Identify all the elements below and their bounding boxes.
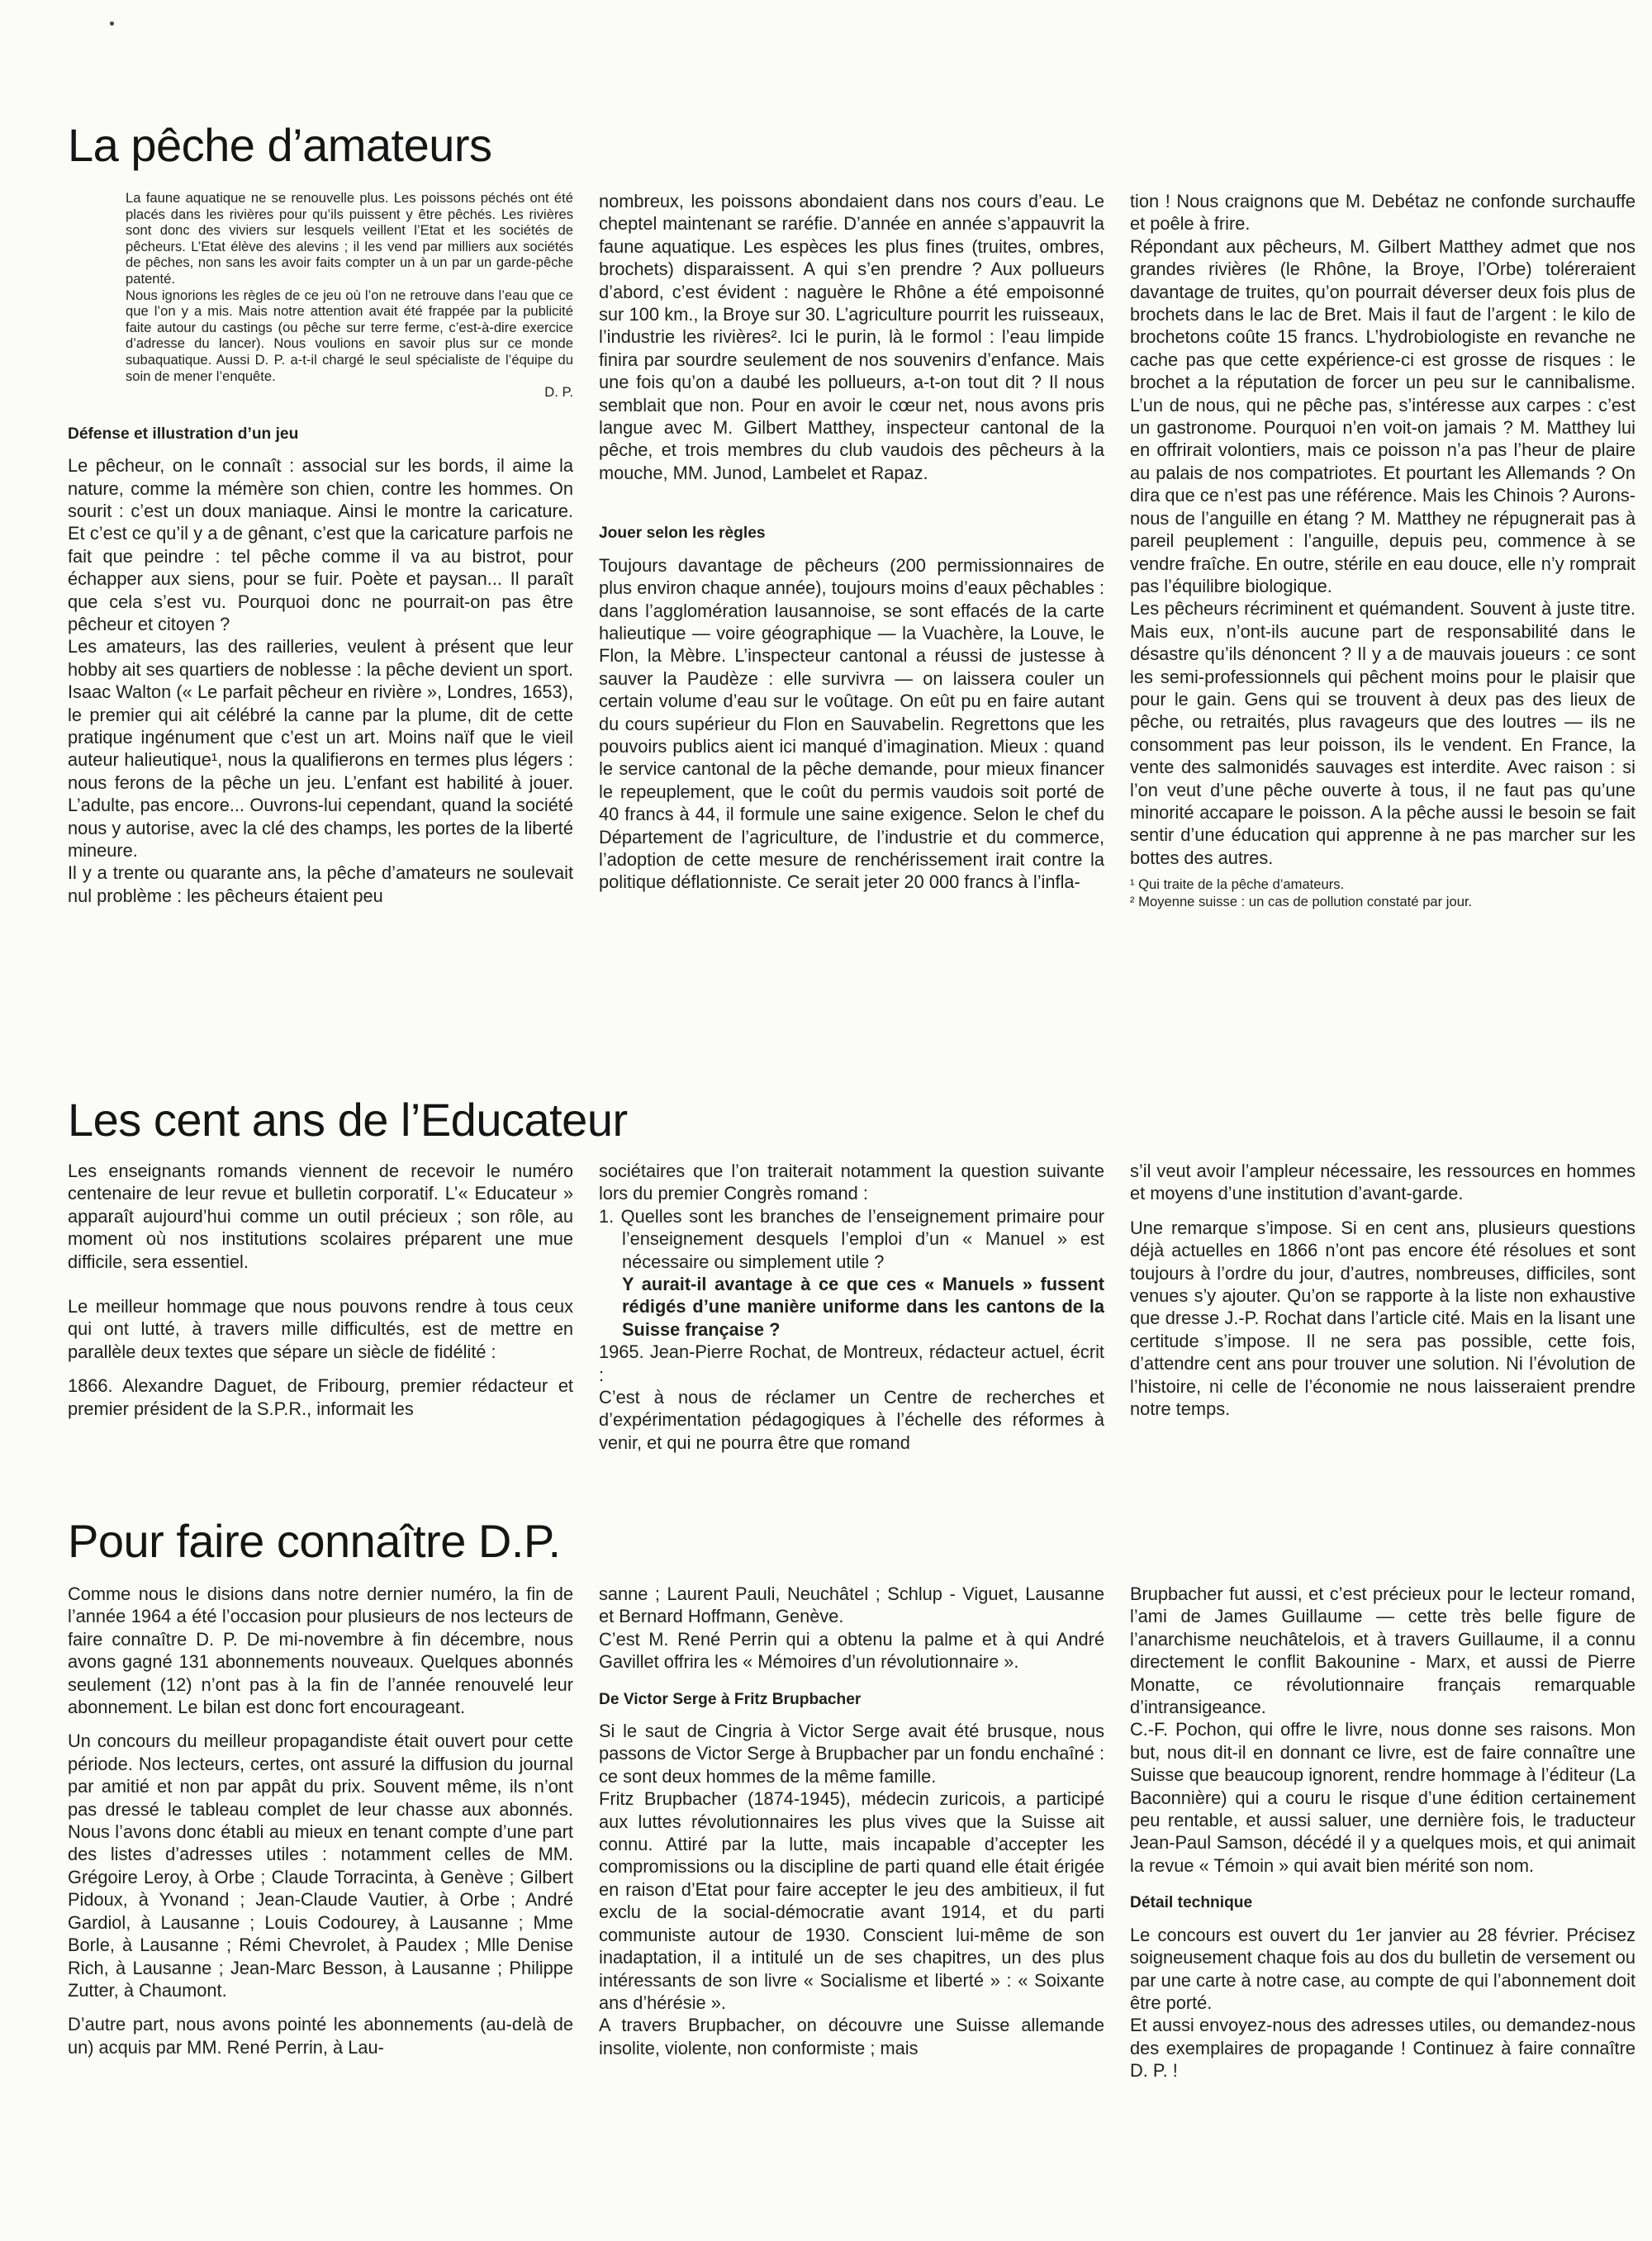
- body-paragraph: C’est M. René Perrin qui a obtenu la palme et à qui André Gavillet offrira les « Mémoires d’un révolutionnaire ».: [599, 1628, 1104, 1673]
- article-title-faire-connaitre: Pour faire connaître D.P.: [68, 1515, 561, 1567]
- body-paragraph: Les enseignants romands viennent de recevoir le numéro centenaire de leur revue et bulletin corporatif. L’« Educateur » apparaît aujourd’hui comme un outil précieux ; son rôle, au moment où nos institutions scolaires préparent une mue difficile, sera essentiel.: [68, 1161, 573, 1272]
- article-educateur-column-3: [1130, 1160, 1635, 1490]
- intro-paragraph: La faune aquatique ne se renouvelle plus. Les poissons péchés ont été placés dans les rivières pour qu’ils puissent y être pêchés. Les rivières sont donc des viviers sur lesquels veillent l’Etat et les sociétés de pêcheurs. L’Etat élève des alevins ; il les vend par milliers aux sociétés de pêches, non sans les avoir faits compter un à un par un garde-pêche patenté.: [126, 190, 573, 287]
- body-paragraph: Comme nous le disions dans notre dernier numéro, la fin de l’année 1964 a été l’occasion pour plusieurs de nos lecteurs de faire connaître D. P. De mi-novembre à fin décembre, nous avons gagné 131 abonnements nouveaux. Quelques abonnés seulement (12) n’ont pas à la fin de l’année renouvelé leur abonnement. Le bilan est donc fort encourageant.: [68, 1583, 573, 1718]
- body-paragraph: Brupbacher fut aussi, et c’est précieux pour le lecteur romand, l’ami de James Guillaume — cette très belle figure de l’anarchisme neuchâtelois, et à travers Guillaume, il a connu directement le conflit Bakounine - Marx, et aussi de Pierre Monatte, ce révolutionnaire français remarquable d’intransigeance.: [1130, 1583, 1635, 1718]
- body-paragraph: s’il veut avoir l’ampleur nécessaire, les ressources en hommes et moyens d’une institution d’avant-garde.: [1130, 1161, 1635, 1204]
- article-title-peche: La pêche d’amateurs: [68, 119, 492, 171]
- body-paragraph: Une remarque s’impose. Si en cent ans, plusieurs questions déjà actuelles en 1866 n’ont pas encore été résolues et sont toujours à l’ordre du jour, d’autres, nombreuses, difficiles, sont venues s’y ajouter. Qu’on se rapporte à la liste non exhaustive que dresse J.-P. Rochat dans l’article cité. Mais en la lisant une certitude s’impose. Il ne sera pas possible, cette fois, d’attendre cent ans pour trouver une solution. Ni l’évolution de l’histoire, ni celle de l’économie ne nous laisseraient prendre notre temps.: [1130, 1217, 1635, 1420]
- body-paragraph: 1965. Jean-Pierre Rochat, de Montreux, rédacteur actuel, écrit :: [599, 1341, 1104, 1385]
- article-dp-column-3: [1130, 1583, 1635, 2227]
- article-peche-column-2: [599, 190, 1104, 1041]
- article-peche-column-3: [1130, 190, 1635, 1041]
- body-paragraph: Le meilleur hommage que nous pouvons rendre à tous ceux qui ont lutté, à travers mille difficultés, est de mettre en parallèle deux textes que sépare un siècle de fidélité :: [68, 1296, 573, 1362]
- body-paragraph: Toujours davantage de pêcheurs (200 permissionnaires de plus environ chaque année), toujours moins d’eaux pêchables : dans l’agglomération lausannoise, se sont effacés de la carte halieutique — voire géographique — la Vuachère, la Louve, le Flon, la Mèbre. L’inspecteur cantonal a réussi de justesse à sauver la Paudèze : elle survivra — on laissera couler un certain volume d’eau sur le voûtage. On eût pu en faire autant du cours supérieur du Flon en Sauvabelin. Regrettons que les pouvoirs publics aient ici manqué d’imagination. Mieux : quand le service cantonal de la pêche demande, pour mieux financer le repeuplement, que le coût du permis vaudois soit porté de 40 francs à 44, il formule une saine exigence. Selon le chef du Département de l’agriculture, de l’industrie et du commerce, l’adoption de cette mesure de renchérissement irait contre la politique déflationniste. Ce serait jeter 20 000 francs à l’infla-: [599, 554, 1104, 893]
- print-speck: [110, 21, 114, 26]
- body-paragraph: C.-F. Pochon, qui offre le livre, nous donne ses raisons. Mon but, nous dit-il en donnant ce livre, est de faire connaître une Suisse que beaucoup ignorent, rendre hommage à l’éditeur (La Baconnière) qui a couru le risque d’une édition certainement peu rentable, et aussi saluer, une dernière fois, le traducteur Jean-Paul Samson, décédé il y a quelques mois, et qui animait la revue « Témoin » qui avait bien mérité son nom.: [1130, 1719, 1635, 1876]
- intro-signature: D. P.: [544, 384, 573, 401]
- intro-paragraph: Nous ignorions les règles de ce jeu où l’on ne retrouve dans l’eau que ce que l’on y a mis. Mais notre attention avait été frappée par la publicité faite autour du castings (ou pêche sur terre ferme, c’est-à-dire exercice d’adresse du lancer). Nous voulions en savoir plus sur ce monde subaquatique. Aussi D. P. a-t-il chargé le seul spécialiste de l’équipe du soin de mener l’enquête.: [126, 287, 573, 384]
- body-paragraph: sanne ; Laurent Pauli, Neuchâtel ; Schlup - Viguet, Lausanne et Bernard Hoffmann, Genève.: [599, 1583, 1104, 1627]
- article-dp-column-2: [599, 1583, 1104, 2227]
- body-paragraph: Le pêcheur, on le connaît : associal sur les bords, il aime la nature, comme la mémère son chien, contre les hommes. On sourit : c’est un doux maniaque. Ainsi le montre la caricature. Et c’est ce qu’il y a de gênant, c’est que la caricature parfois ne fait que peindre : tel pêche comme il va au bistrot, pour échapper aux siens, pour se fuir. Poète et paysan... Il paraît que cela s’est vu. Pourquoi donc ne pourrait-on pas être pêcheur et citoyen ?: [68, 455, 573, 634]
- section-heading: Défense et illustration d’un jeu: [68, 425, 299, 443]
- body-paragraph: 1866. Alexandre Daguet, de Fribourg, premier rédacteur et premier président de la S.P.R., informait les: [68, 1375, 573, 1419]
- body-paragraph: Il y a trente ou quarante ans, la pêche d’amateurs ne soulevait nul problème : les pêcheurs étaient peu: [68, 862, 573, 906]
- body-paragraph: Les pêcheurs récriminent et quémandent. Souvent à juste titre. Mais eux, n’ont-ils aucune part de responsabilité dans le désastre qu’ils dénoncent ? Il y a de mauvais joueurs : ce sont les semi-professionnels qui pêchent moins pour le plaisir que pour le gain. Gens qui se trouvent à deux pas des lieux de pêche, ou retraités, plus ravageurs que des loutres — ils ne consomment pas leur poisson, ils le vendent. En France, la vente des salmonidés sauvages est interdite. Avec raison : si l’on veut d’une pêche ouverte à tous, il ne faut pas qu’une minorité accapare le poisson. A la pêche aussi le besoin se fait sentir d’une éducation qui apprenne à ne pas marcher sur les bottes des autres.: [1130, 598, 1635, 868]
- article-dp-column-1: [68, 1583, 573, 2227]
- section-heading: De Victor Serge à Fritz Brupbacher: [599, 1690, 862, 1708]
- body-paragraph: Si le saut de Cingria à Victor Serge avait été brusque, nous passons de Victor Serge à Brupbacher par un fondu enchaîné : ce sont deux hommes de la même famille.: [599, 1721, 1104, 1787]
- article-educateur-column-2: [599, 1160, 1104, 1490]
- quoted-question: 1. Quelles sont les branches de l’enseignement primaire pour l’enseignement desquels l’emploi d’un « Manuel » est nécessaire ou simplement utile ?: [599, 1205, 1104, 1272]
- article-peche-column-1: [68, 190, 573, 1041]
- footnote: ² Moyenne suisse : un cas de pollution constaté par jour.: [1130, 894, 1473, 910]
- section-heading: Détail technique: [1130, 1894, 1253, 1912]
- body-paragraph: C’est à nous de réclamer un Centre de recherches et d’expérimentation pédagogiques à l’échelle des réformes à venir, et qui ne pourra être que romand: [599, 1387, 1104, 1453]
- section-heading: Jouer selon les règles: [599, 525, 766, 543]
- body-paragraph: Les amateurs, las des railleries, veulent à présent que leur hobby ait ses quartiers de noblesse : la pêche devient un sport. Isaac Walton (« Le parfait pêcheur en rivière », Londres, 1653), le premier qui ait célébré la canne par la plume, dit de cette pratique ingénument que c’est un art. Moins naïf que le vieil auteur halieutique¹, nous la qualifierons en termes plus légers : nous ferons de la pêche un jeu. L’enfant est habilité à jouer. L’adulte, pas encore... Ouvrons-lui cependant, quand la société nous y autorise, avec la clé des champs, les portes de la liberté mineure.: [68, 636, 573, 862]
- body-paragraph: Fritz Brupbacher (1874-1945), médecin zuricois, a participé aux luttes révolutionnaires les plus vives que la Suisse ait connu. Attiré par la lutte, mais incapable d’accepter les compromissions ou la discipline de parti quand elle était érigée en raison d’Etat pour faire accepter le jeu des ambitieux, il fut exclu de la social-démocratie avant 1914, et du parti communiste autour de 1930. Conscient lui-même de son inadaptation, il a intitulé un de ses chapitres, un des plus intéressants de son livre « Socialisme et liberté » : « Soixante ans d’hérésie ».: [599, 1788, 1104, 2013]
- body-paragraph: D’autre part, nous avons pointé les abonnements (au-delà de un) acquis par MM. René Perrin, à Lau-: [68, 2014, 573, 2058]
- body-paragraph: Le concours est ouvert du 1er janvier au 28 février. Précisez soigneusement chaque fois au dos du bulletin de versement ou par une carte à notre case, au compte de qui l’abonnement doit être porté.: [1130, 1924, 1635, 2013]
- article-title-educateur: Les cent ans de l’Educateur: [68, 1094, 628, 1146]
- body-paragraph: sociétaires que l’on traiterait notamment la question suivante lors du premier Congrès romand :: [599, 1161, 1104, 1204]
- body-paragraph: Un concours du meilleur propagandiste était ouvert pour cette période. Nos lecteurs, certes, ont assuré la diffusion du journal par amitié et non par appât du prix. Souvent même, ils n’ont pas dressé le tableau complet de leur chasse aux abonnés. Nous l’avons donc établi au mieux en tenant compte d’une part des listes d’adresses utiles : notamment celles de MM. Grégoire Leroy, à Orbe ; Claude Torracinta, à Genève ; Gilbert Pidoux, à Yvonand ; Jean-Claude Vautier, à Orbe ; André Gardiol, à Lausanne ; Louis Codourey, à Lausanne ; Mme Borle, à Lausanne ; Rémi Chevrolet, à Paudex ; Mlle Denise Rich, à Lausanne ; Jean-Marc Besson, à Lausanne ; Philippe Zutter, à Chaumont.: [68, 1731, 573, 2001]
- body-paragraph: Et aussi envoyez-nous des adresses utiles, ou demandez-nous des exemplaires de propagande ! Continuez à faire connaître D. P. !: [1130, 2015, 1635, 2082]
- body-paragraph: Répondant aux pêcheurs, M. Gilbert Matthey admet que nos grandes rivières (le Rhône, la Broye, l’Orbe) toléreraient davantage de truites, qu’on pourrait déverser deux fois plus de brochets dans le lac de Bret. Mais il faut de l’argent : le kilo de brochetons coûte 15 francs. L’hydrobiologiste en revanche ne cache pas que cette expérience-ci est grosse de risques : le brochet a la réputation de forcer un peu sur le cannibalisme. L’un de nous, qui ne pêche pas, s’intéresse aux carpes : c’est un gastronome. Pourquoi n’en voit-on jamais ? M. Matthey lui en offrirait volontiers, mais ce poisson n’a pas l’heur de plaire au palais de nos compatriotes. Et pourtant les Allemands ? On dira que ce n’est pas une référence. Mais les Chinois ? Aurons-nous de l’anguille en étang ? M. Matthey ne répugnerait pas à pareil peuplement : l’anguille, depuis peu, commence à se vendre fraîche. En outre, stérile en eau douce, elle n’y romprait pas l’équilibre biologique.: [1130, 235, 1635, 596]
- body-paragraph: tion ! Nous craignons que M. Debétaz ne confonde surchauffe et poêle à frire.: [1130, 191, 1635, 235]
- body-paragraph: nombreux, les poissons abondaient dans nos cours d’eau. Le cheptel maintenant se raréfie. D’année en année s’appauvrit la faune aquatique. Les espèces les plus fines (truites, ombres, brochets) disparaissent. A qui s’en prendre ? Aux pollueurs d’abord, c’est évident : naguère le Rhône a été empoisonné sur 100 km., la Broye sur 30. L’agriculture pourrit les ruisseaux, l’industrie les rivières². Ici le purin, là le formol : l’eau limpide finira par sourdre seulement de nos souvenirs d’enfance. Mais une fois qu’on a daubé les pollueurs, a-t-on tout dit ? Il nous semblait que non. Pour en avoir le cœur net, nous avons pris langue avec M. Gilbert Matthey, inspecteur cantonal de la pêche, et trois membres du club vaudois des pêcheurs à la mouche, MM. Junod, Lambelet et Rapaz.: [599, 191, 1104, 483]
- article-peche-intro: [68, 190, 573, 401]
- article-educateur-column-1: [68, 1160, 573, 1490]
- footnote: ¹ Qui traite de la pêche d’amateurs.: [1130, 876, 1345, 893]
- body-paragraph: A travers Brupbacher, on découvre une Suisse allemande insolite, violente, non conformiste ; mais: [599, 2015, 1104, 2058]
- footnotes: [1130, 876, 1635, 910]
- quoted-question-bold: Y aurait-il avantage à ce que ces « Manuels » fussent rédigés d’une manière uniforme dans les cantons de la Suisse française ?: [622, 1274, 1104, 1340]
